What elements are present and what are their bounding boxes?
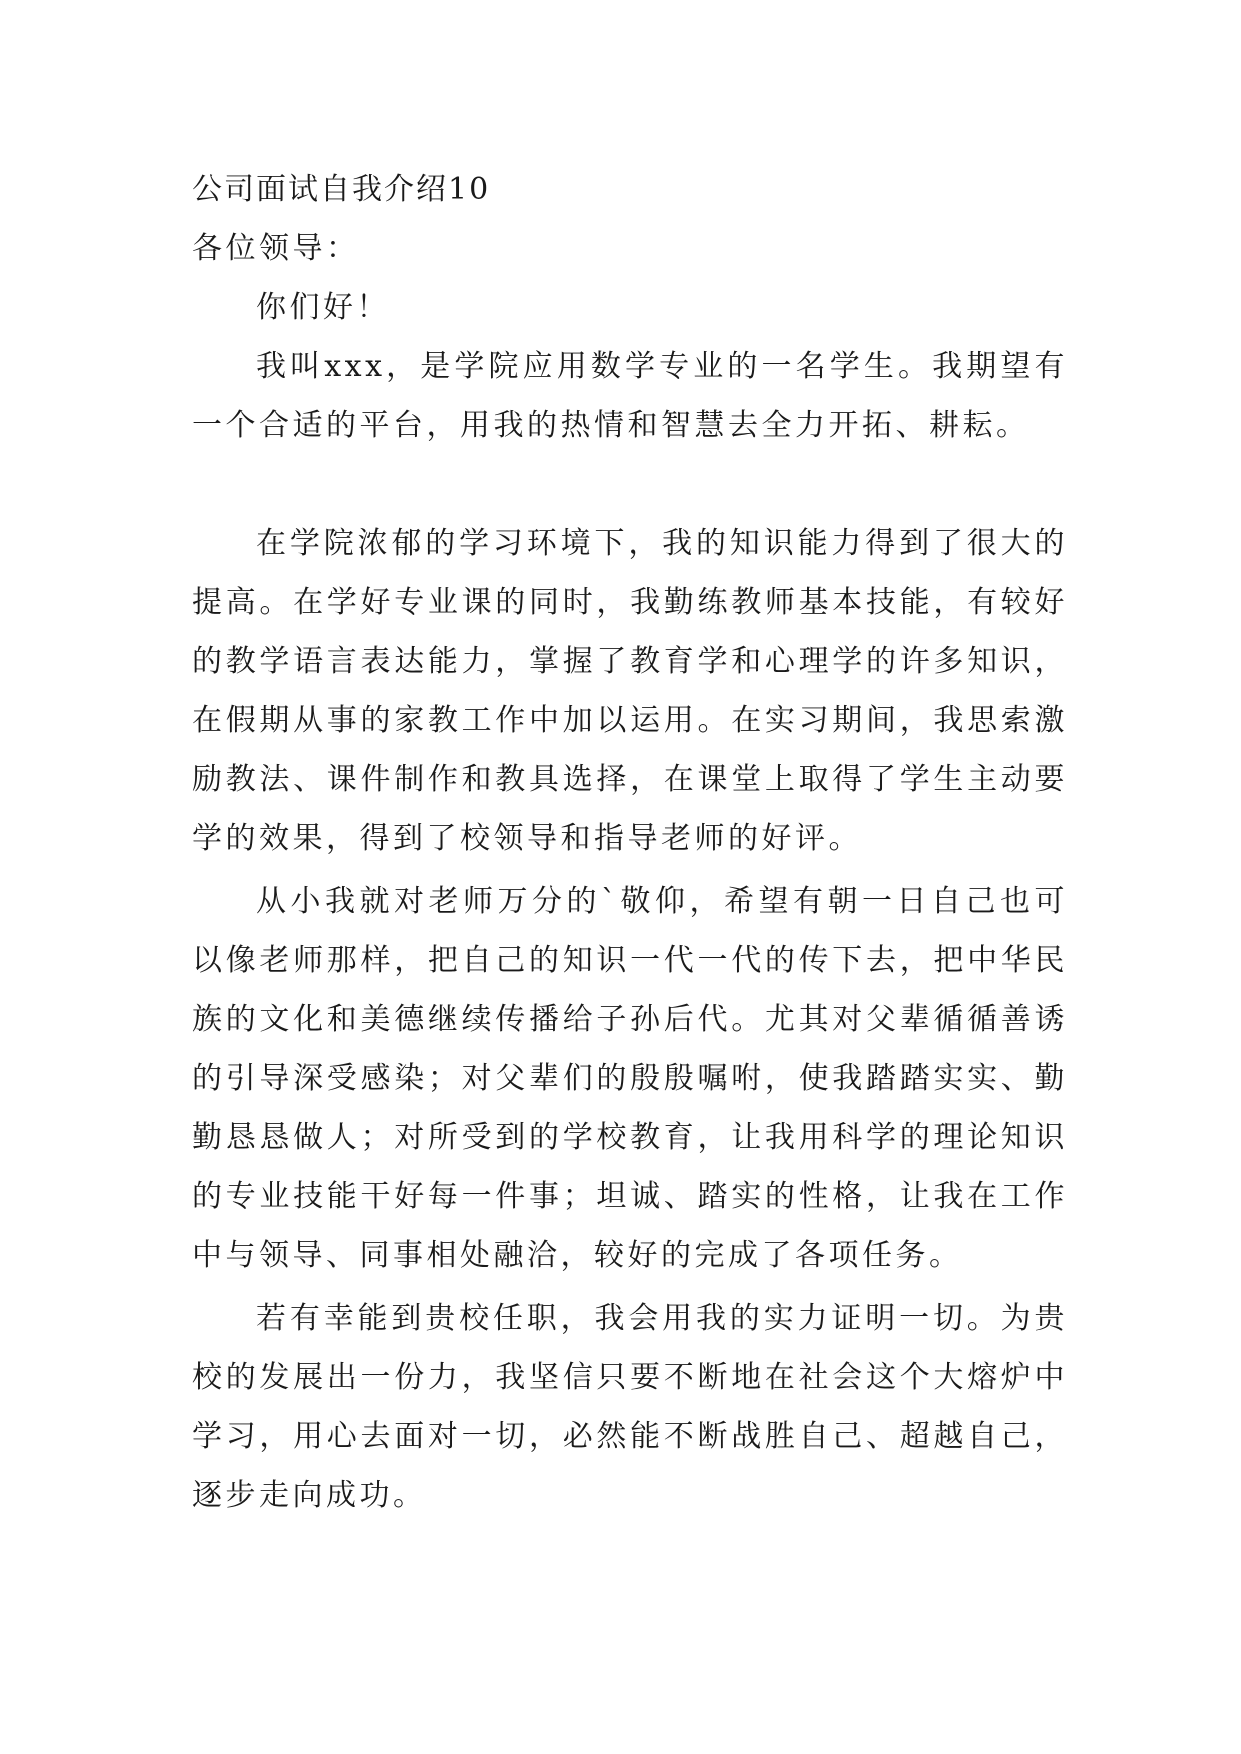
paragraph-study: 在学院浓郁的学习环境下，我的知识能力得到了很大的提高。在学好专业课的同时，我勤练教师基本技能，有较好的教学语言表达能力，掌握了教育学和心理学的许多知识，在假期从事的家教工作中加以运用。在实习期间，我思索激励教法、课件制作和教具选择，在课堂上取得了学生主动要学的效果，得到了校领导和指导老师的好评。 <box>192 526 1068 856</box>
salutation: 各位领导： <box>192 231 360 266</box>
document-body <box>192 160 1068 1525</box>
paragraph-aspiration: 从小我就对老师万分的`敬仰，希望有朝一日自己也可以像老师那样，把自己的知识一代一代的传下去，把中华民族的文化和美德继续传播给子孙后代。尤其对父辈循循善诱的引导深受感染；对父辈们的殷殷嘱咐，使我踏踏实实、勤勤恳恳做人；对所受到的学校教育，让我用科学的理论知识的专业技能干好每一件事；坦诚、踏实的性格，让我在工作中与领导、同事相处融洽，较好的完成了各项任务。 <box>192 884 1068 1273</box>
paragraph-intro: 我叫xxx，是学院应用数学专业的一名学生。我期望有一个合适的平台，用我的热情和智慧去全力开拓、耕耘。 <box>192 349 1068 443</box>
document-title: 公司面试自我介绍10 <box>192 172 491 207</box>
greeting: 你们好！ <box>256 290 390 325</box>
paragraph-closing: 若有幸能到贵校任职，我会用我的实力证明一切。为贵校的发展出一份力，我坚信只要不断地在社会这个大熔炉中学习，用心去面对一切，必然能不断战胜自己、超越自己，逐步走向成功。 <box>192 1301 1068 1513</box>
